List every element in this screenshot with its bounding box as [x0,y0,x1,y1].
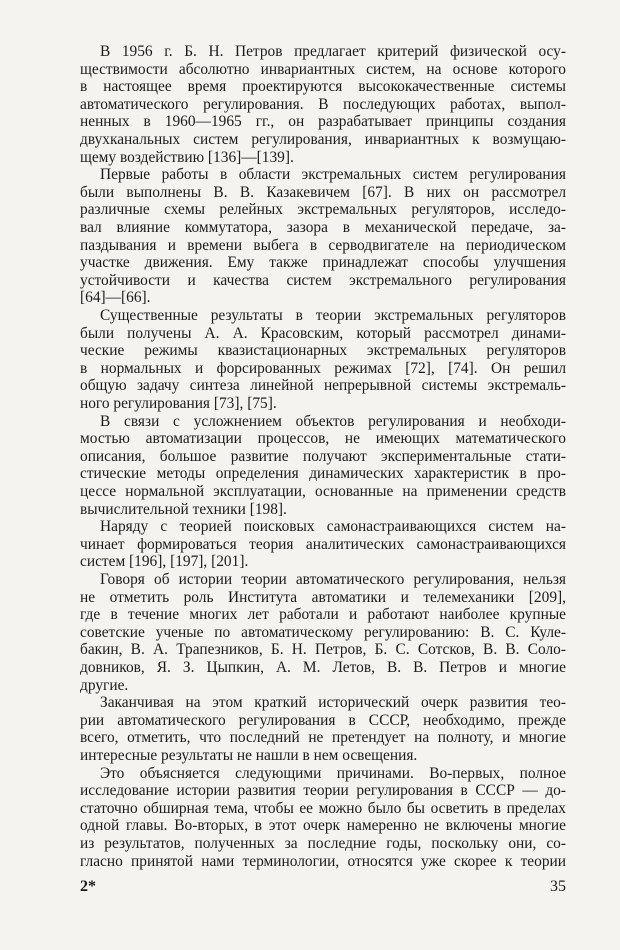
text-line: стические методы определения динамических характеристик в про- [80,465,566,483]
text-line: где в течение многих лет работали и работают наиболее крупные [80,606,566,624]
text-line: различные схемы релейных экстремальных регуляторов, исследо- [80,201,566,219]
text-line: устойчивости и качества систем экстремального регулирования [80,271,566,289]
text-line: Заканчивая на этом краткий исторический очерк развития тео- [100,694,566,712]
page-number: 35 [550,878,566,895]
text-line: [64]—[66]. [80,289,151,307]
text-line: описания, большое развитие получают экспериментальные стати- [80,447,566,465]
text-line: мостью автоматизации процессов, не имеющих математического [80,430,566,448]
text-line: ного регулирования [73], [75]. [80,395,277,412]
text-line: ненных в 1960—1965 гг., он разрабатывает принципы создания [80,113,566,131]
text-line: вал влияние коммутатора, зазора в механической передаче, за- [80,219,566,236]
text-line: паздывания и времени выбега в серводвигателе на периодическом [80,236,566,254]
text-line: Первые работы в области экстремальных систем регулирования [100,166,566,184]
text-line: участке движения. Ему также принадлежат способы улучшения [80,254,566,272]
text-line: В связи с усложнением объектов регулирования и необходи- [100,412,566,430]
text-line: статочно обширная тема, чтобы ее можно было бы осветить в пределах [80,799,566,817]
text-line: были получены А. А. Красовским, который рассмотрел динами- [80,324,566,342]
text-line: всего, отметить, что последний не претендует на полноту, и многие [80,729,566,747]
printer-signature: 2* [80,878,96,895]
text-line: рии автоматического регулирования в СССР, необходимо, прежде [80,711,566,729]
text-line: автоматического регулирования. В последующих работах, выпол- [80,95,566,113]
text-line: в настоящее время проектируются высококачественные системы [80,78,566,96]
text-line: исследование истории развития теории регулирования в СССР — до- [80,782,566,800]
text-line: были выполнены В. В. Казакевичем [67]. В них он рассмотрел [80,183,566,201]
text-line: общую задачу синтеза линейной непрерывной системы экстремаль- [80,377,566,395]
text-line: интересные результаты не нашли в нем освещения. [80,747,418,764]
text-line: Наряду с теорией поисковых самонастраивающихся систем на- [100,518,566,536]
text-line: советские ученые по автоматическому регулированию: В. С. Куле- [80,623,566,641]
text-line: щему воздействию [136]—[139]. [80,148,294,166]
text-line: Это объясняется следующими причинами. Во-первых, полное [100,764,566,782]
text-line: не отметить роль Института автоматики и телемеханики [209], [80,588,566,606]
text-line: Существенные результаты в теории экстремальных регуляторов [100,307,566,324]
text-line: другие. [80,676,129,694]
text-line: систем [196], [197], [201]. [80,553,249,571]
text-line: из результатов, полученных за последние годы, поскольку они, со- [80,835,566,852]
text-line: одной главы. Во-вторых, в этот очерк намеренно не включены многие [80,817,566,835]
text-line: бакин, В. А. Трапезников, Б. Н. Петров, Б. С. Сотсков, В. В. Соло- [80,641,566,659]
text-line: двухканальных систем регулирования, инвариантных к возмущаю- [80,131,566,148]
text-line: чинает формироваться теория аналитических самонастраивающихся [80,535,566,553]
text-line: цессе нормальной эксплуатации, основанные на применении средств [80,483,566,500]
text-line: Говоря об истории теории автоматического регулирования, нельзя [100,571,566,588]
text-line: в нормальных и форсированных режимах [72], [74]. Он решил [80,359,566,377]
text-line: довников, Я. З. Цыпкин, А. М. Летов, В. В. Петров и многие [80,659,566,676]
text-line: ществимости абсолютно инвариантных систем, на основе которого [80,60,566,78]
text-line: В 1956 г. Б. Н. Петров предлагает критерий физической осу- [100,43,566,60]
text-line: вычислительной техники [198]. [80,500,287,518]
text-line: гласно принятой нами терминологии, относятся уже скорее к теории [80,852,566,870]
text-line: ческие режимы квазистационарных экстремальных регуляторов [80,342,566,360]
